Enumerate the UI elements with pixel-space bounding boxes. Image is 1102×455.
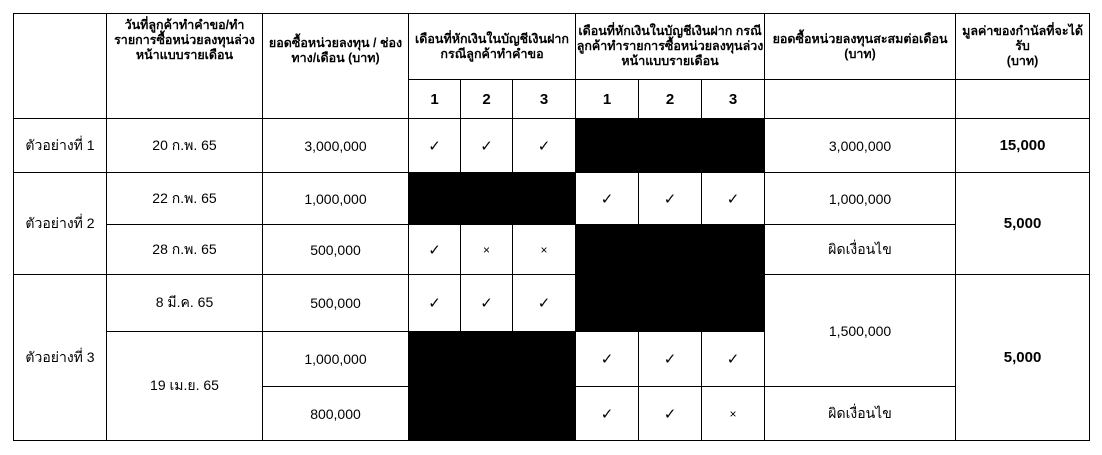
cross-icon: ×	[513, 225, 576, 275]
example-2b-accumulated: ผิดเงื่อนไข	[765, 225, 956, 275]
blacked-out-cell	[576, 275, 765, 332]
blacked-out-cell	[409, 173, 576, 225]
cross-icon: ×	[702, 387, 765, 441]
table-row-example-3a	[14, 275, 1090, 332]
example-2b-date: 28 ก.พ. 65	[107, 225, 263, 275]
example-1-gift: 15,000	[956, 119, 1090, 173]
example-3c-accumulated: ผิดเงื่อนไข	[765, 387, 956, 441]
blacked-out-cell	[576, 225, 765, 275]
example-2-gift: 5,000	[956, 173, 1090, 275]
table-row-example-2b	[14, 225, 1090, 275]
example-1-amount: 3,000,000	[263, 119, 409, 173]
example-3-accumulated: 1,500,000	[765, 275, 956, 387]
header-gift-value-unit: (บาท)	[1006, 54, 1039, 68]
header-purchase-amount: ยอดซื้อหน่วยลงทุน / ช่องทาง/เดือน (บาท)	[263, 14, 409, 119]
header-request-date: วันที่ลูกค้าทำคำขอ/ทำรายการซื้อหน่วยลงทุนล่วงหน้าแบบรายเดือน	[107, 14, 263, 119]
check-icon: ✓	[513, 119, 576, 173]
check-icon: ✓	[639, 332, 702, 387]
check-icon: ✓	[513, 275, 576, 332]
month-number-request-3: 3	[513, 80, 576, 119]
example-2a-accumulated: 1,000,000	[765, 173, 956, 225]
example-2a-date: 22 ก.พ. 65	[107, 173, 263, 225]
check-icon: ✓	[639, 173, 702, 225]
header-accumulated-text: ยอดซื้อหน่วยลงทุนสะสมต่อเดือน	[772, 31, 948, 46]
blacked-out-cell	[409, 332, 576, 441]
check-icon: ✓	[409, 275, 461, 332]
table-row-example-2a	[14, 173, 1090, 225]
example-1-date: 20 ก.พ. 65	[107, 119, 263, 173]
cross-icon: ×	[461, 225, 513, 275]
check-icon: ✓	[576, 332, 639, 387]
example-2b-amount: 500,000	[263, 225, 409, 275]
example-3a-date: 8 มี.ค. 65	[107, 275, 263, 332]
example-2a-amount: 1,000,000	[263, 173, 409, 225]
example-3c-amount: 800,000	[263, 387, 409, 441]
header-deduct-transaction: เดือนที่หักเงินในบัญชีเงินฝาก กรณีลูกค้าทำรายการซื้อหน่วยลงทุนล่วงหน้าแบบรายเดือน	[576, 14, 765, 80]
check-icon: ✓	[702, 332, 765, 387]
check-icon: ✓	[461, 119, 513, 173]
check-icon: ✓	[702, 173, 765, 225]
header-accumulated-unit: (บาท)	[844, 46, 876, 61]
month-number-request-1: 1	[409, 80, 461, 119]
check-icon: ✓	[576, 173, 639, 225]
check-icon: ✓	[639, 387, 702, 441]
header-gift-value	[956, 14, 1090, 80]
header-deduct-request: เดือนที่หักเงินในบัญชีเงินฝาก กรณีลูกค้าทำคำขอ	[409, 14, 576, 80]
month-number-transaction-3: 3	[702, 80, 765, 119]
header-gift-blank	[956, 80, 1090, 119]
header-accumulated	[765, 14, 956, 80]
header-gift-value-text: มูลค่าของกำนัลที่จะได้รับ	[962, 24, 1083, 53]
header-empty-cell	[14, 14, 107, 119]
example-2-label: ตัวอย่างที่ 2	[14, 173, 107, 275]
month-number-request-2: 2	[461, 80, 513, 119]
investment-example-table	[13, 13, 1090, 441]
check-icon: ✓	[461, 275, 513, 332]
example-1-label: ตัวอย่างที่ 1	[14, 119, 107, 173]
blacked-out-cell	[576, 119, 765, 173]
example-3-gift: 5,000	[956, 275, 1090, 441]
month-number-transaction-2: 2	[639, 80, 702, 119]
check-icon: ✓	[409, 119, 461, 173]
example-1-accumulated: 3,000,000	[765, 119, 956, 173]
example-3b-amount: 1,000,000	[263, 332, 409, 387]
table-row-example-1	[14, 119, 1090, 173]
header-accumulated-blank	[765, 80, 956, 119]
check-icon: ✓	[409, 225, 461, 275]
example-3b-date: 19 เม.ย. 65	[107, 332, 263, 441]
example-3a-amount: 500,000	[263, 275, 409, 332]
check-icon: ✓	[576, 387, 639, 441]
month-number-transaction-1: 1	[576, 80, 639, 119]
example-3-label: ตัวอย่างที่ 3	[14, 275, 107, 441]
